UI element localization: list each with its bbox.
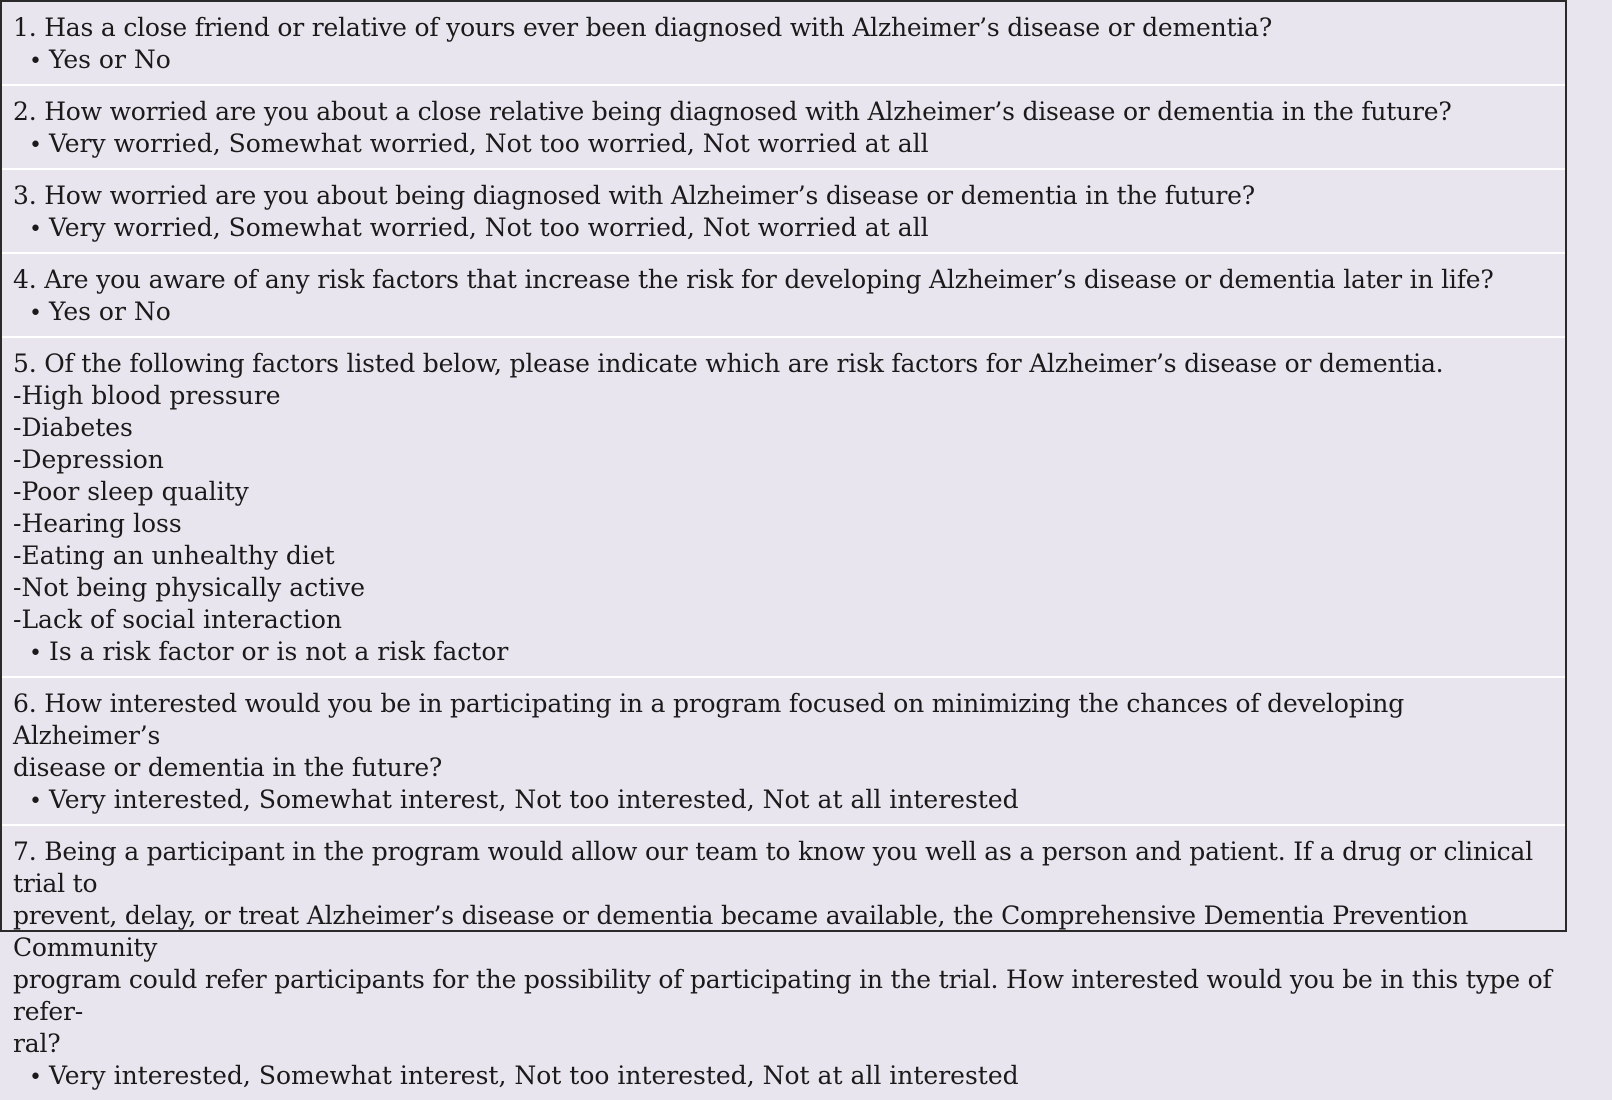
risk-factor-item: -Hearing loss bbox=[13, 509, 182, 538]
answer-options bbox=[29, 784, 1555, 818]
answer-options bbox=[29, 636, 1555, 670]
bullet-icon: • bbox=[29, 301, 42, 326]
question-text-line: disease or dementia in the future? bbox=[13, 753, 443, 782]
question-text-line: 7. Being a participant in the program would allow our team to know you well as a person and patient. If a drug or clinical trial to bbox=[13, 837, 1533, 898]
answer-options bbox=[29, 296, 1555, 330]
answer-options-text: Very worried, Somewhat worried, Not too worried, Not worried at all bbox=[49, 213, 929, 242]
question-text: 4. Are you aware of any risk factors that increase the risk for developing Alzheimer’s disease or dementia later in life? bbox=[13, 265, 1494, 294]
risk-factor-item: -Not being physically active bbox=[13, 573, 366, 602]
question-row-7 bbox=[2, 826, 1565, 1100]
risk-factor-item: -Depression bbox=[13, 445, 164, 474]
question-row-6 bbox=[2, 678, 1565, 826]
question-row-5 bbox=[2, 338, 1565, 678]
risk-factor-item: -High blood pressure bbox=[13, 381, 281, 410]
answer-options-text: Yes or No bbox=[49, 45, 171, 74]
question-text-line: ral? bbox=[13, 1029, 61, 1058]
question-row-1 bbox=[2, 2, 1565, 86]
answer-options-text: Very worried, Somewhat worried, Not too worried, Not worried at all bbox=[49, 129, 929, 158]
question-text: 3. How worried are you about being diagnosed with Alzheimer’s disease or dementia in the future? bbox=[13, 181, 1255, 210]
question-text: 5. Of the following factors listed below, please indicate which are risk factors for Alzheimer’s disease or dementia. bbox=[13, 349, 1444, 378]
risk-factor-item: -Diabetes bbox=[13, 413, 133, 442]
answer-options bbox=[29, 212, 1555, 246]
question-text-line: 6. How interested would you be in participating in a program focused on minimizing the chances of developing Alzheimer’s bbox=[13, 689, 1405, 750]
bullet-icon: • bbox=[29, 49, 42, 74]
answer-options-text: Very interested, Somewhat interest, Not too interested, Not at all interested bbox=[49, 785, 1019, 814]
bullet-icon: • bbox=[29, 133, 42, 158]
answer-options-text: Very interested, Somewhat interest, Not too interested, Not at all interested bbox=[49, 1061, 1019, 1090]
answer-options bbox=[29, 44, 1555, 78]
bullet-icon: • bbox=[29, 789, 42, 814]
risk-factor-item: -Lack of social interaction bbox=[13, 605, 343, 634]
bullet-icon: • bbox=[29, 641, 42, 666]
answer-options-text: Is a risk factor or is not a risk factor bbox=[49, 637, 509, 666]
question-text: 2. How worried are you about a close relative being diagnosed with Alzheimer’s disease or dementia in the future? bbox=[13, 97, 1452, 126]
question-text-line: program could refer participants for the possibility of participating in the trial. How interested would you be in this type of refer- bbox=[13, 965, 1552, 1026]
question-text-line: prevent, delay, or treat Alzheimer’s disease or dementia became available, the Comprehensive Dementia Prevention Community bbox=[13, 901, 1468, 962]
question-text: 1. Has a close friend or relative of yours ever been diagnosed with Alzheimer’s disease or dementia? bbox=[13, 13, 1273, 42]
bullet-icon: • bbox=[29, 217, 42, 242]
question-row-2 bbox=[2, 86, 1565, 170]
answer-options bbox=[29, 128, 1555, 162]
answer-options bbox=[29, 1060, 1555, 1094]
answer-options-text: Yes or No bbox=[49, 297, 171, 326]
bullet-icon: • bbox=[29, 1065, 42, 1090]
risk-factor-item: -Eating an unhealthy diet bbox=[13, 541, 335, 570]
question-row-4 bbox=[2, 254, 1565, 338]
risk-factor-item: -Poor sleep quality bbox=[13, 477, 249, 506]
question-row-3 bbox=[2, 170, 1565, 254]
